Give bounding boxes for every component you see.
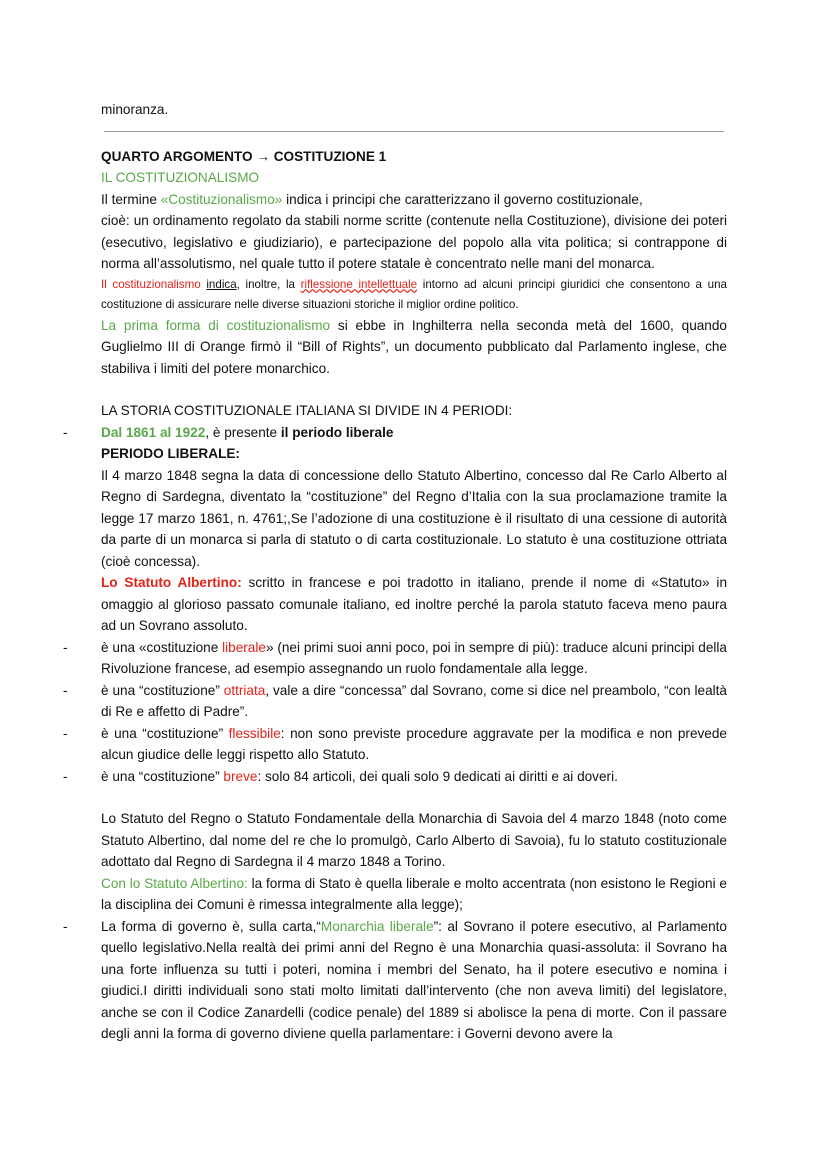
paragraph-costituzionalismo: Il termine «Costituzionalismo» indica i principi che caratterizzano il governo costituzionale, cioè: un ordinamento regolato da stabili norme scritte (contenute nella Costituzione), divisione dei poteri (esecutivo, legislativo e giudiziario), e partecipazione del popolo alla vita politica; si contrappone di norma all’assolutismo, nel quale tutto il potere statale è concentrato nelle mani del monarca. [101, 191, 727, 271]
paragraph-riflessione: Il costituzionalismo indica, inoltre, la riflessione intellettuale intorno ad alcuni principi giuridici che consentono a una costituzione di assicurare nelle diverse situazioni storiche il miglior ordine politico. [101, 277, 727, 311]
top-line: minoranza. [101, 102, 169, 117]
list-dash: - [63, 424, 68, 440]
term-costituzionalismo: «Costituzionalismo» [160, 191, 283, 207]
period-item-liberale: - Dal 1861 al 1922, è presente il periodo liberale [101, 422, 727, 444]
list-item: - è una “costituzione” flessibile: non sono previste procedure aggravate per la modifica e non prevede alcun giudice delle leggi rispetto allo Statuto. [63, 725, 727, 762]
periods-intro: LA STORIA COSTITUZIONALE ITALIANA SI DIVIDE IN 4 PERIODI: [101, 403, 513, 418]
paragraph-statuto-albertino: Lo Statuto Albertino: scritto in francese e poi tradotto in italiano, prende il nome di «Statuto» in omaggio al glorioso passato comunale italiano, ed inoltre perché la parola statuto faceva meno paura ad un Sovrano assoluto. [101, 575, 728, 633]
section-heading: QUARTO ARGOMENTO → COSTITUZIONE 1 [101, 148, 387, 164]
document-body [63, 99, 728, 1045]
paragraph-statuto-regno: Lo Statuto del Regno o Statuto Fondamentale della Monarchia di Savoia del 4 marzo 1848 (noto come Statuto Albertino, dal nome del re che lo promulgò, Carlo Alberto di Savoia), fu lo statuto costituzionale adottato dal Regno di Sardegna il 4 marzo 1848 a Torino. [101, 811, 727, 869]
list-item-forma-governo: - La forma di governo è, sulla carta,“Monarchia liberale”: al Sovrano il potere esecutivo, al Parlamento quello legislativo.Nella realtà dei primi anni del Regno è una Monarchia quasi-assoluta: il Sovrano ha una forte influenza su tutti i poteri, nomina i membri del Senato, ha il potere esecutivo e nomina i giudici.I diritti individuali sono stati molto limitati dall’intervento (che non aveva limiti) del legislatore, anche se con il Codice Zanardelli (codice penale) del 1889 si abolisce la pena di morte. Con il passare degli anni la forma di governo diviene quella parlamentare: i Governi devono avere la [63, 918, 727, 1041]
list-item: - è una “costituzione” breve: solo 84 articoli, dei quali solo 9 dedicati ai diritti e ai doveri. [63, 768, 618, 784]
section-divider [104, 131, 724, 132]
paragraph-prima-forma: La prima forma di costituzionalismo si ebbe in Inghilterra nella seconda metà del 1600, quando Guglielmo III di Orange firmò il “Bill of Rights”, un documento pubblicato dal Parlamento inglese, che stabiliva i limiti del potere monarchico. [101, 317, 727, 376]
term-riflessione-intellettuale: riflessione intellettuale [300, 277, 418, 291]
section-subheading: IL COSTITUZIONALISMO [101, 170, 260, 185]
periodo-liberale-heading: PERIODO LIBERALE: [101, 446, 240, 461]
paragraph-forma-stato: Con lo Statuto Albertino: la forma di Stato è quella liberale e molto accentrata (non esistono le Regioni e la disciplina dei Comuni è rimessa integralmente alla legge); [101, 875, 727, 912]
paragraph-statuto-concessione: Il 4 marzo 1848 segna la data di concessione dello Statuto Albertino, concesso dal Re Carlo Alberto al Regno di Sardegna, diventato la “costituzione” del Regno d’Italia con la sua proclamazione tramite la legge 17 marzo 1861, n. 4761;,Se l’adozione di una costituzione è il risultato di una cessione di autorità da parte di un monarca si parla di statuto o di carta costituzionale. Lo statuto è una costituzione ottriata (cioè concessa). [101, 467, 727, 569]
list-item: - è una “costituzione” ottriata, vale a dire “concessa” dal Sovrano, come si dice nel preambolo, “con lealtà di Re e affetto di Padre”. [63, 682, 727, 719]
underlined-indica: indica [206, 277, 237, 291]
list-item: - è una «costituzione liberale» (nei primi suoi anni poco, poi in sempre di più): traduce alcuni principi della Rivoluzione francese, ad esempio assegnando un ruolo fondamentale alla legge. [63, 639, 727, 676]
